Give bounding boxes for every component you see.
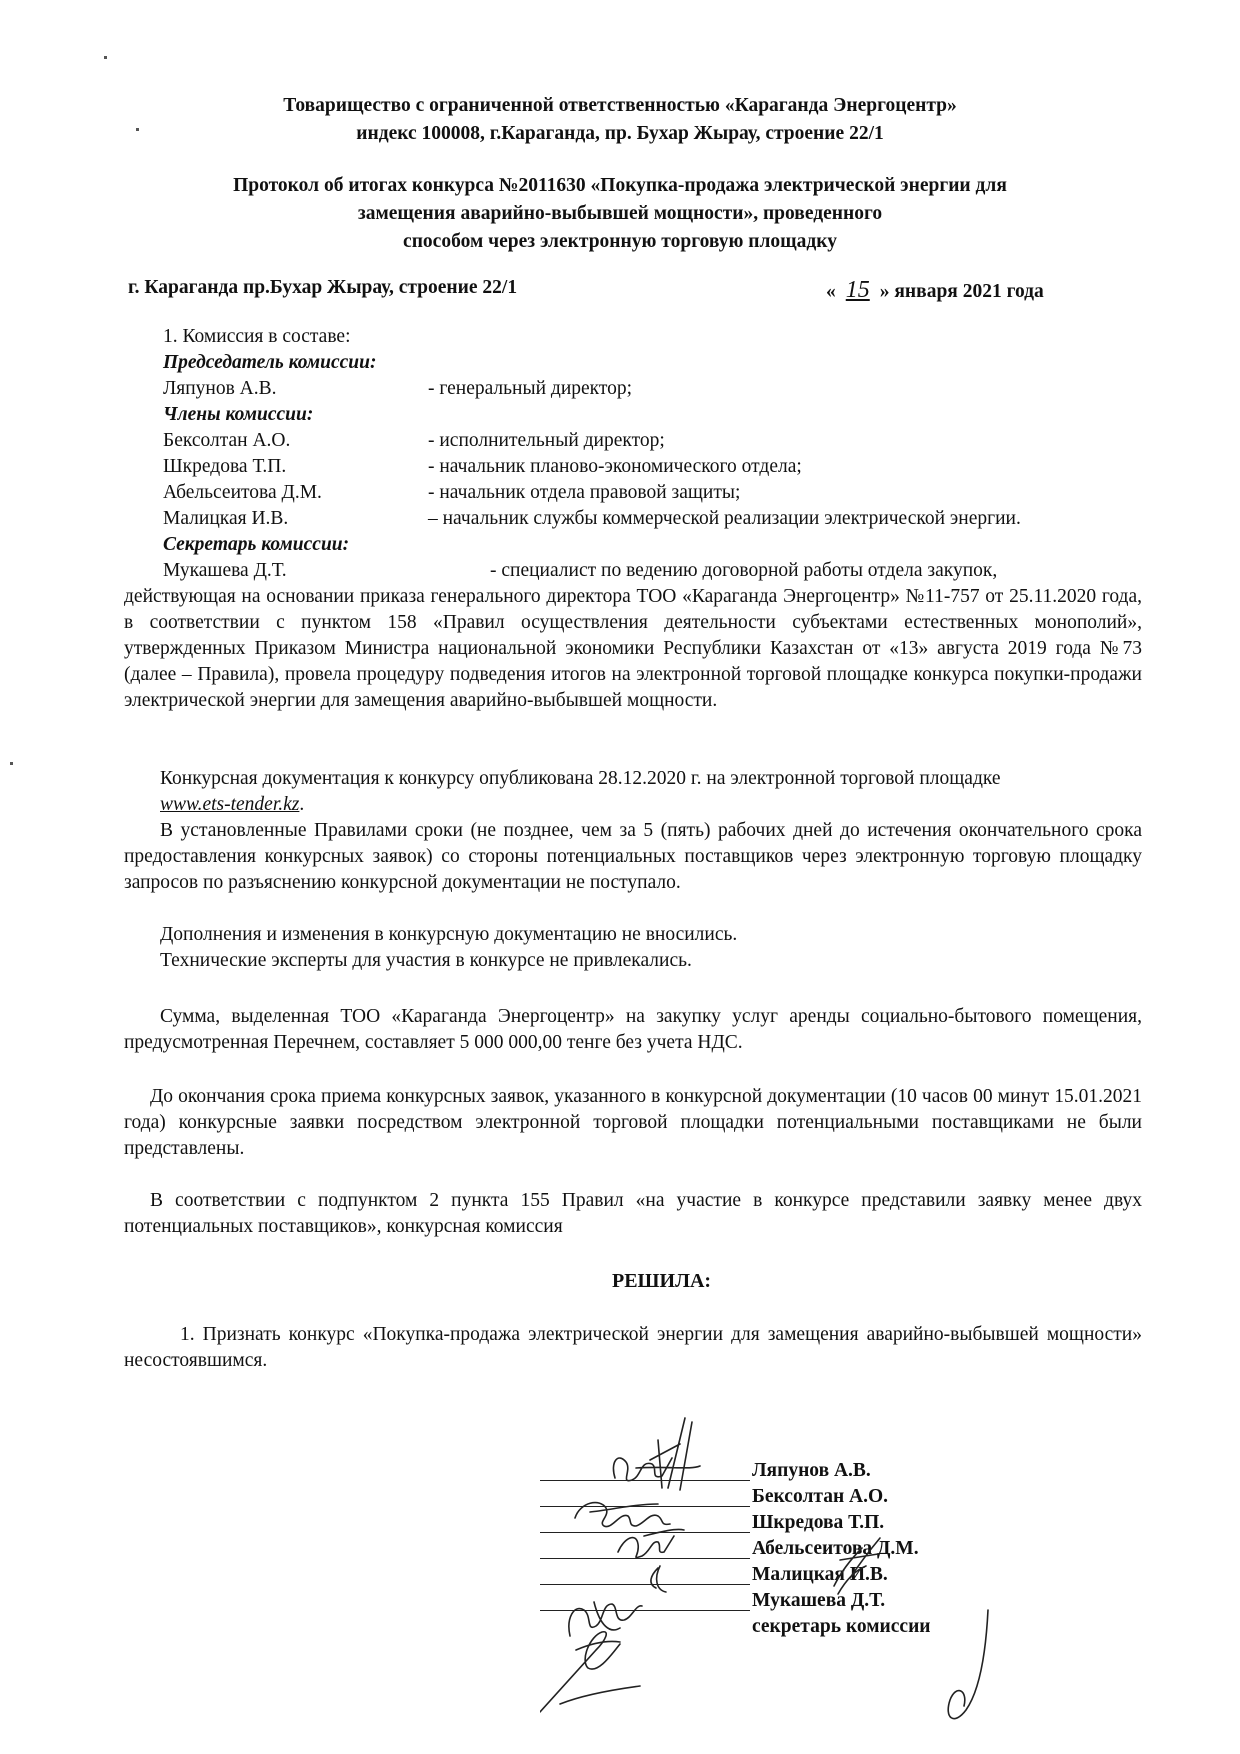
chair-role: - генеральный директор; bbox=[428, 378, 633, 399]
date-quote-open: « bbox=[826, 281, 836, 302]
organization-name: Товарищество с ограниченной ответственностью «Караганда Энергоцентр» bbox=[283, 95, 957, 116]
member-role: – начальник службы коммерческой реализации электрической энергии. bbox=[428, 508, 1021, 529]
secretary-caption: секретарь комиссии bbox=[752, 1616, 931, 1637]
site-period: . bbox=[299, 794, 305, 815]
tender-site-link[interactable]: www.ets-tender.kz bbox=[160, 794, 300, 815]
commission-intro: 1. Комиссия в составе: bbox=[163, 326, 351, 347]
signature-shkredova bbox=[618, 1529, 684, 1557]
paragraph-basis: В соответствии с подпунктом 2 пункта 155 Правил «на участие в конкурсе представили заявку менее двух потенциальных поставщиков», конкурсная комиссия bbox=[124, 1190, 1142, 1237]
document-header bbox=[120, 92, 1120, 148]
signatory-name: Мукашева Д.Т. bbox=[752, 1590, 886, 1611]
member-name: Шкредова Т.П. bbox=[163, 456, 287, 477]
handwritten-signatures bbox=[540, 1400, 1240, 1750]
decision-item: 1. Признать конкурс «Покупка-продажа электрической энергии для замещения аварийно-выбывшей мощности» несостоявшимся. bbox=[124, 1324, 1142, 1371]
paragraph-procedure: действующая на основании приказа генерального директора ТОО «Караганда Энергоцентр» №11-757 от 25.11.2020 года, в соответствии с пунктом 158 «Правил осуществления деятельности субъектами естественных монополий», утвержденных Приказом Министра национальной экономики Республики Казахстан от «13» августа 2019 года №73 (далее – Правила), провела процедуру подведения итогов на электронной торговой площадке конкурса покупки-продажи электрической энергии для замещения аварийно-выбывшей мощности. bbox=[124, 586, 1142, 711]
signature-abelseitova bbox=[651, 1566, 666, 1592]
scan-speck bbox=[10, 762, 13, 765]
tender-site-line bbox=[160, 792, 304, 818]
decision-heading: РЕШИЛА: bbox=[612, 1270, 712, 1292]
signatory-name: Шкредова Т.П. bbox=[752, 1512, 885, 1533]
chair-heading: Председатель комиссии: bbox=[163, 352, 377, 373]
secretary-role: - специалист по ведению договорной работы отдела закупок, bbox=[490, 560, 998, 581]
secretary-heading: Секретарь комиссии: bbox=[163, 534, 350, 555]
member-name: Малицкая И.В. bbox=[163, 508, 289, 529]
document-date bbox=[826, 277, 1044, 304]
paragraph-deadline: До окончания срока приема конкурсных заявок, указанного в конкурсной документации (10 часов 00 минут 15.01.2021 года) конкурсные заявки посредством электронной торговой площадки потенциальными поставщиками не были представлены. bbox=[124, 1086, 1142, 1159]
paragraph-requests: В установленные Правилами сроки (не позднее, чем за 5 (пять) рабочих дней до истечения окончательного срока предоставления конкурсных заявок) со стороны потенциальных поставщиков через электронную торговую площадку запросов по разъяснению конкурсной документации не поступало. bbox=[124, 820, 1142, 893]
date-day-handwritten: 15 bbox=[845, 277, 870, 303]
paragraph-published: Конкурсная документация к конкурсу опубликована 28.12.2020 г. на электронной торговой площадке bbox=[160, 768, 1001, 789]
title-line-2: замещения аварийно-выбывшей мощности», проведенного bbox=[357, 203, 883, 224]
protocol-title bbox=[120, 172, 1120, 256]
secretary-name: Мукашева Д.Т. bbox=[163, 560, 287, 581]
signature-malitskaya bbox=[569, 1602, 642, 1650]
member-role: - исполнительный директор; bbox=[428, 430, 665, 451]
date-month-year: » января 2021 года bbox=[879, 281, 1044, 302]
member-name: Бексолтан А.О. bbox=[163, 430, 291, 451]
signature-extra-right bbox=[834, 1538, 880, 1594]
page-number-mark bbox=[948, 1610, 988, 1719]
chair-name: Ляпунов А.В. bbox=[163, 378, 277, 399]
member-role: - начальник отдела правовой защиты; bbox=[428, 482, 741, 503]
signatory-name: Малицкая И.В. bbox=[752, 1564, 888, 1585]
paragraph-experts: Технические эксперты для участия в конкурсе не привлекались. bbox=[160, 950, 692, 971]
member-role: - начальник планово-экономического отдела; bbox=[428, 456, 802, 477]
members-heading: Члены комиссии: bbox=[163, 404, 314, 425]
signature-lyapunov bbox=[613, 1418, 700, 1490]
signature-mukasheva bbox=[540, 1632, 640, 1712]
paragraph-amount: Сумма, выделенная ТОО «Караганда Энергоцентр» на закупку услуг аренды социально-бытового помещения, предусмотренная Перечнем, составляет 5 000 000,00 тенге без учета НДС. bbox=[124, 1006, 1142, 1053]
signatory-name: Ляпунов А.В. bbox=[752, 1460, 871, 1481]
organization-address: индекс 100008, г.Караганда, пр. Бухар Жырау, строение 22/1 bbox=[356, 123, 884, 144]
title-line-3: способом через электронную торговую площадку bbox=[403, 231, 837, 252]
signature-beksoltan bbox=[575, 1503, 670, 1527]
scan-speck bbox=[104, 56, 107, 59]
member-name: Абельсеитова Д.М. bbox=[163, 482, 322, 503]
title-line-1: Протокол об итогах конкурса №2011630 «Покупка-продажа электрической энергии для bbox=[233, 175, 1007, 196]
signatory-name: Бексолтан А.О. bbox=[752, 1486, 889, 1507]
place: г. Караганда пр.Бухар Жырау, строение 22/1 bbox=[128, 277, 518, 298]
signatory-name: Абельсеитова Д.М. bbox=[752, 1538, 919, 1559]
paragraph-changes: Дополнения и изменения в конкурсную документацию не вносились. bbox=[160, 924, 738, 945]
